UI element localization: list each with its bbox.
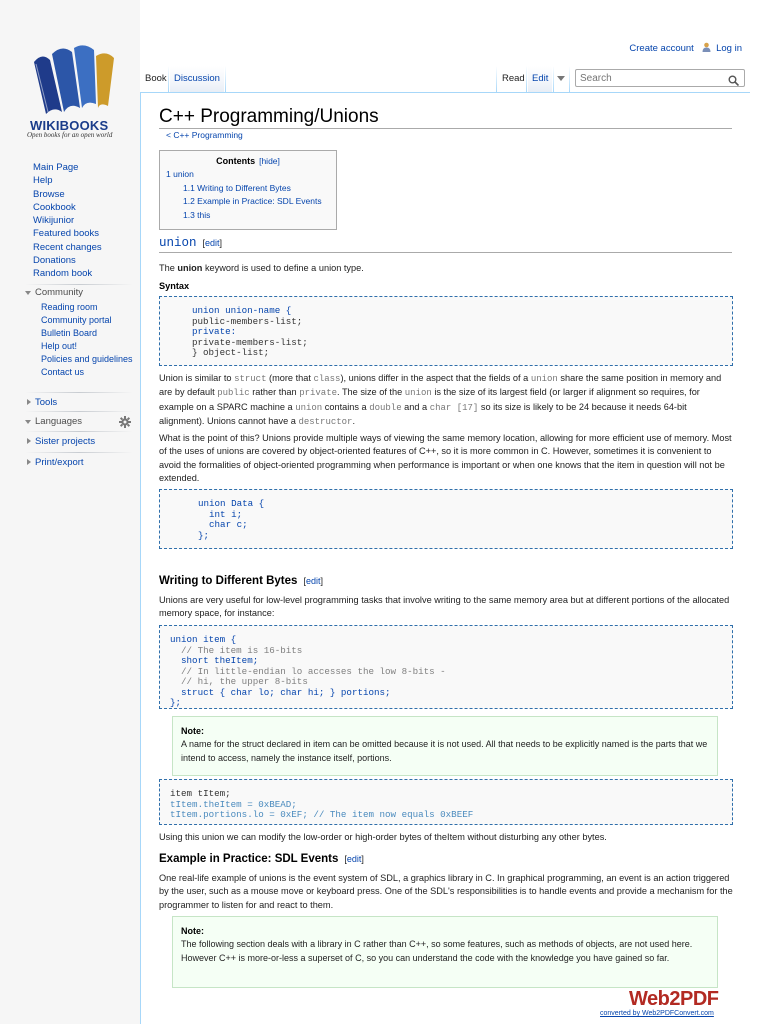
text: The: [159, 263, 178, 273]
writing-paragraph: Unions are very useful for low-level programming tasks that involve writing to the same memory area but at different portions of the allocated memory space, for instance:: [159, 595, 730, 619]
edit-section-link[interactable]: edit: [205, 238, 220, 248]
main-navigation: [33, 161, 102, 281]
tab-discussion[interactable]: Discussion: [170, 66, 224, 92]
sidebar-divider: [25, 284, 133, 285]
toc-hide-toggle[interactable]: [hide]: [259, 156, 280, 166]
note-title: Note:: [181, 926, 204, 936]
sister-projects-portal: [25, 436, 135, 448]
inline-code: union: [404, 388, 432, 399]
titem-paragraph: Using this union we can modify the low-order or high-order bytes of theItem without disturbing any other bytes.: [159, 832, 607, 842]
logo-wordmark: WIKIBOOKS: [30, 118, 109, 133]
sdl-paragraph: One real-life example of unions is the event system of SDL, a graphics library in C. In graphical programming, an event is an action triggered by the user, such as a mouse move or keyboard press. One of the SDL's responsibilities is to handle events and provide a mechanism for the programmer to listen for and react to them.: [159, 873, 733, 910]
section-heading-text: union: [159, 236, 197, 250]
inline-code: union: [530, 374, 558, 384]
sidebar-divider: [25, 392, 133, 393]
section-heading-sdl: [159, 853, 364, 865]
toc-item-writing[interactable]: 1.1 Writing to Different Bytes: [183, 182, 291, 193]
tab-book[interactable]: Book: [141, 66, 171, 92]
text: (more that: [266, 373, 314, 383]
text: and a: [401, 401, 430, 412]
code-line: char c;: [198, 519, 248, 530]
community-portal: [25, 287, 135, 379]
note-text: A name for the struct declared in item can be omitted because it is not used. All that needs to be explicitly named is the parts that we intend to access, namely the instance itself, portions.: [181, 739, 708, 763]
sidebar-item-featured-books[interactable]: Featured books: [33, 228, 100, 240]
code-line: union item {: [170, 634, 237, 645]
sidebar-item-wikijunior[interactable]: Wikijunior: [33, 215, 75, 227]
title-divider: [159, 128, 732, 129]
code-line: private:: [192, 326, 237, 337]
print-export-portal: [25, 457, 135, 469]
sidebar-item-policies[interactable]: Policies and guidelines: [41, 354, 133, 364]
sidebar-item-community-portal[interactable]: Community portal: [41, 315, 112, 325]
code-line: short theItem;: [170, 655, 259, 666]
note-title: Note:: [181, 726, 204, 736]
toc-item-union[interactable]: 1 union: [166, 169, 194, 179]
text: . The size of the: [337, 387, 405, 398]
code-line: public-members-list;: [192, 315, 303, 327]
edit-section-link-wrapper: [edit]: [344, 854, 364, 864]
text: ), unions differ in the aspect that the fields of a: [340, 373, 531, 383]
sidebar-item-main-page[interactable]: Main Page: [33, 162, 79, 173]
section-heading-text: Example in Practice: SDL Events: [159, 853, 339, 865]
text: share the same position in memory and are by default: [159, 373, 722, 398]
inline-code: char [17]: [429, 402, 479, 413]
toc-title: Contents: [216, 156, 256, 166]
personal-tools: [629, 42, 742, 54]
note-box: [172, 916, 718, 988]
user-icon: [702, 42, 711, 52]
note-box: [172, 716, 718, 776]
edit-section-link-wrapper: [edit]: [202, 238, 223, 248]
data-union-code-block: [159, 489, 733, 549]
text: .: [352, 416, 356, 427]
sidebar-divider: [25, 411, 133, 412]
code-comment: // In little-endian lo accesses the low 8-bits -: [170, 665, 446, 677]
sidebar-item-reading-room[interactable]: Reading room: [41, 302, 98, 312]
community-heading[interactable]: Community: [25, 287, 135, 299]
text: is the size of its largest field (or larger if alignment so requires, for example on a SPARC machine a: [159, 387, 700, 412]
code-line: union union-name {: [192, 305, 292, 316]
inline-code: destructor: [298, 417, 353, 428]
code-line: item tItem;: [170, 788, 231, 799]
inline-code: union: [295, 402, 323, 413]
tab-separator: [168, 66, 169, 92]
text: so its size is likely to be 24 because it needs 64-bit alignment). Unions cannot have a: [159, 401, 687, 427]
sidebar-item-contact-us[interactable]: Contact us: [41, 367, 85, 377]
inline-code: class: [313, 374, 341, 384]
more-actions-chevron-down-icon[interactable]: [557, 76, 565, 81]
syntax-code-block: [159, 296, 733, 366]
tab-edit[interactable]: Edit: [528, 66, 552, 92]
union-description: [159, 372, 734, 430]
keyword-bold: union: [177, 263, 203, 273]
sidebar-item-help-out[interactable]: Help out!: [41, 341, 78, 351]
tools-heading[interactable]: Tools: [25, 397, 135, 409]
note-text: The following section deals with a library in C rather than C++, so some features, such as methods of objects, are not used here. However C++ is more-or-less a superset of C, so you can understand the code with the knowledge you have gained so far.: [181, 939, 693, 963]
breadcrumb[interactable]: < C++ Programming: [166, 130, 243, 140]
code-line: tItem.portions.lo = 0xEF; // The item now equals 0xBEEF: [170, 809, 474, 820]
titem-code-block: [159, 779, 733, 825]
logo-tagline: Open books for an open world: [27, 131, 113, 139]
web2pdf-caption-link[interactable]: converted by Web2PDFConvert.com: [600, 1010, 714, 1017]
sister-projects-heading[interactable]: Sister projects: [25, 436, 135, 448]
search-icon[interactable]: [728, 75, 739, 86]
code-line: private-members-list;: [192, 336, 308, 348]
syntax-label: Syntax: [159, 281, 190, 291]
inline-code: private: [299, 388, 337, 399]
inline-code: public: [217, 388, 250, 399]
code-line: };: [170, 697, 182, 708]
search-input[interactable]: [575, 69, 745, 87]
web2pdf-brand: [600, 988, 768, 1024]
tab-separator: [569, 66, 570, 92]
print-export-heading[interactable]: Print/export: [25, 457, 135, 469]
tab-separator: [496, 66, 497, 92]
tab-separator: [526, 66, 527, 92]
text: Union is similar to: [159, 373, 235, 383]
code-comment: // The item is 16-bits: [170, 644, 303, 656]
code-line: int i;: [198, 508, 243, 520]
left-panel: [0, 0, 140, 1024]
text: rather than: [249, 387, 300, 398]
edit-section-link[interactable]: edit: [305, 576, 321, 586]
tab-read[interactable]: Read: [498, 66, 529, 92]
section-divider: [159, 252, 732, 253]
code-line: } object-list;: [192, 347, 270, 358]
web2pdf-logo[interactable]: Web2PDF: [629, 988, 719, 1010]
sidebar-divider: [25, 452, 133, 453]
section-heading-union: [159, 236, 222, 250]
tools-portal: [25, 397, 135, 409]
sidebar-item-browse[interactable]: Browse: [33, 188, 65, 200]
sidebar-item-help[interactable]: Help: [33, 175, 53, 187]
toc-header: [166, 156, 330, 166]
text: keyword is used to define a union type.: [202, 263, 364, 273]
edit-section-link-wrapper: [edit]: [303, 576, 323, 586]
sidebar-item-donations[interactable]: Donations: [33, 255, 76, 267]
gear-icon[interactable]: [119, 416, 131, 428]
edit-section-link[interactable]: edit: [346, 854, 362, 864]
item-union-code-block: [159, 625, 733, 709]
code-line: union Data {: [198, 498, 265, 509]
section-heading-text: Writing to Different Bytes: [159, 575, 298, 587]
login-link[interactable]: Log in: [716, 43, 742, 54]
sidebar-item-random-book[interactable]: Random book: [33, 268, 93, 280]
code-comment: // hi, the upper 8-bits: [170, 676, 308, 687]
union-intro: [159, 262, 734, 275]
code-line: struct { char lo; char hi; } portions;: [170, 686, 391, 698]
sidebar-divider: [25, 431, 133, 432]
toc-item-sdl[interactable]: 1.2 Example in Practice: SDL Events: [183, 196, 322, 206]
section-heading-writing: [159, 575, 323, 587]
toc-item-this[interactable]: 1.3 this: [183, 209, 211, 220]
inline-code: double: [369, 402, 402, 413]
page-title: C++ Programming/Unions: [159, 106, 379, 127]
inline-code: struct: [234, 374, 267, 384]
create-account-link[interactable]: Create account: [629, 43, 694, 54]
tab-separator: [225, 66, 226, 92]
sidebar-item-recent-changes[interactable]: Recent changes: [33, 241, 102, 253]
table-of-contents: [159, 150, 337, 230]
sidebar-item-cookbook[interactable]: Cookbook: [33, 201, 76, 213]
code-line: };: [198, 529, 210, 541]
code-line: tItem.theItem = 0xBEAD;: [170, 798, 297, 810]
tab-separator: [553, 66, 554, 92]
sidebar-item-bulletin-board[interactable]: Bulletin Board: [41, 328, 98, 338]
union-purpose-paragraph: What is the point of this? Unions provide multiple ways of viewing the same memory location, allowing for more efficient use of memory. Most of the uses of unions are covered by object-oriented features of C++, so it is more common in C. However, sometimes it is convenient to avoid the formalities of object-oriented programming when performance is important or when one knows that the item in question will not be extended.: [159, 433, 732, 484]
text: contains a: [322, 401, 370, 412]
languages-heading[interactable]: Languages: [25, 416, 135, 428]
